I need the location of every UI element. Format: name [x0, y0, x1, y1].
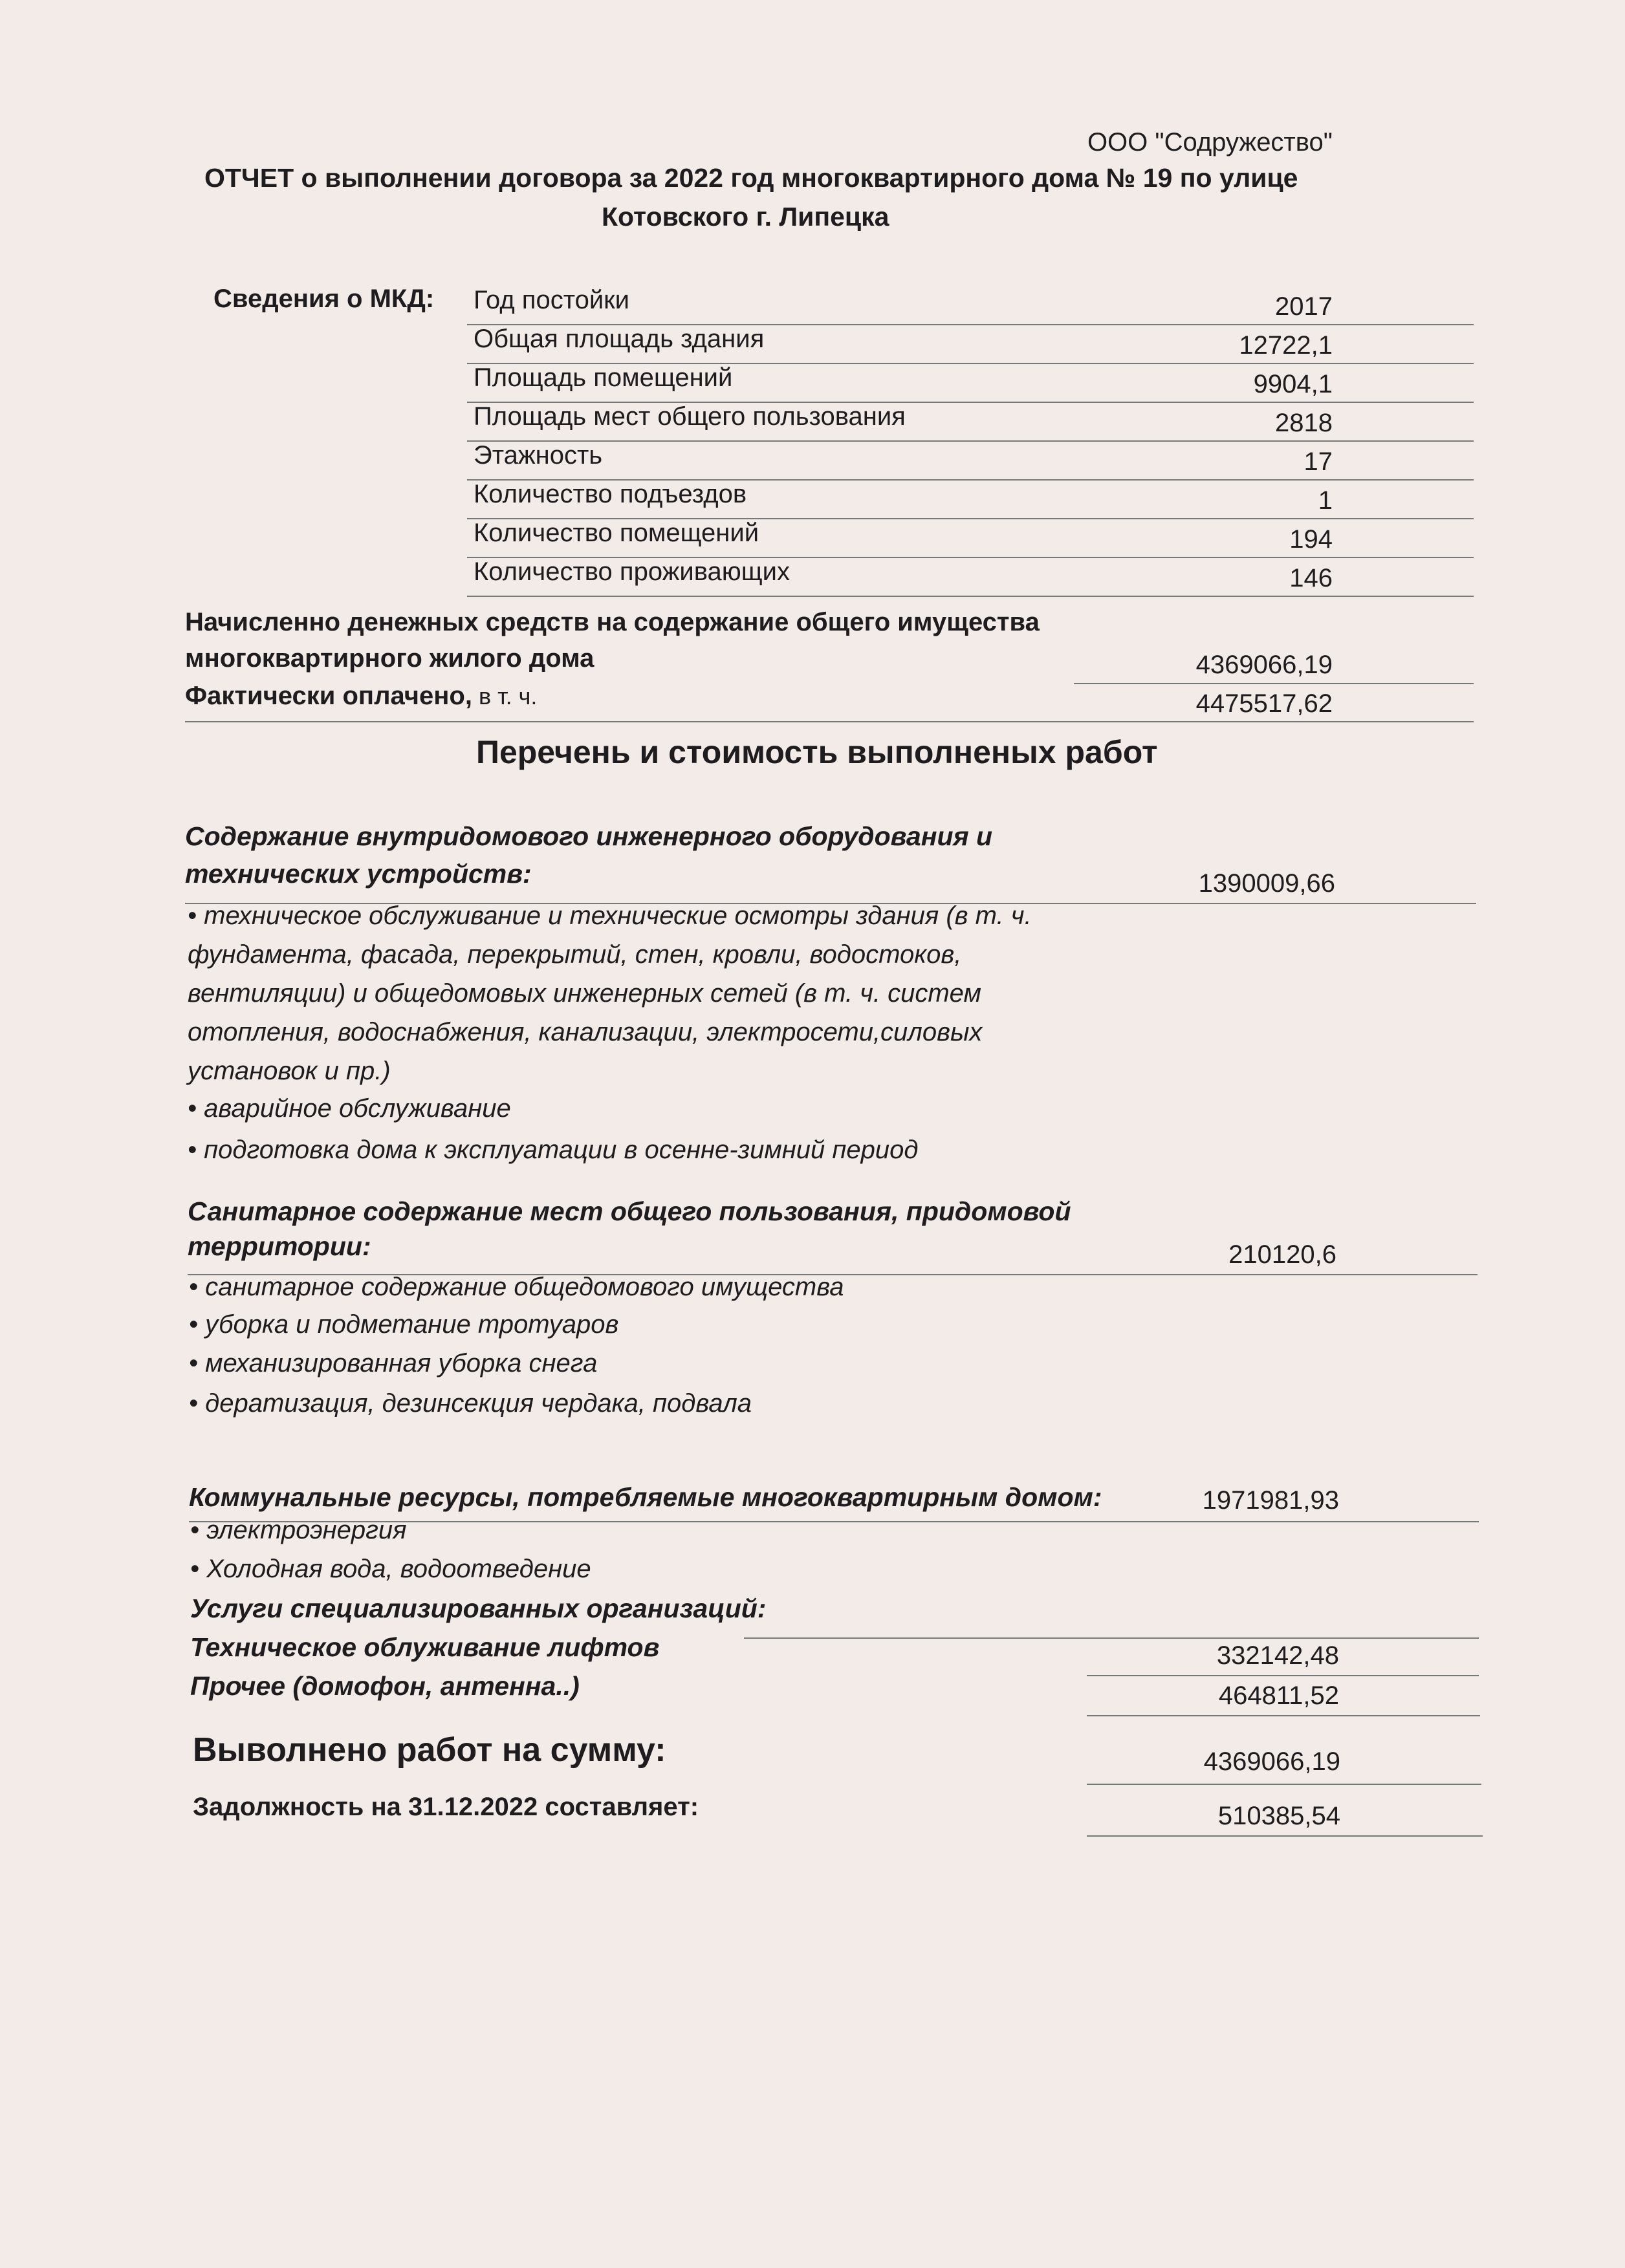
list-item: • санитарное содержание общедомового имущества: [189, 1273, 844, 1301]
mkd-row-label: Этажность: [474, 441, 603, 470]
works-heading: Перечень и стоимость выполненых работ: [476, 734, 1158, 770]
row-divider: [744, 1637, 1479, 1639]
list-item: • дератизация, дезинсекция чердака, подвала: [189, 1389, 752, 1418]
utilities-value: 1971981,93: [1202, 1486, 1339, 1515]
row-divider: [1087, 1784, 1481, 1785]
company-name: ООО "Содружество": [1087, 128, 1333, 157]
total-label: Выволнено работ на сумму:: [193, 1731, 666, 1769]
special-row-value: 332142,48: [1216, 1641, 1339, 1670]
mkd-row-value: 2017: [1275, 292, 1333, 321]
maintenance-value: 1390009,66: [1198, 869, 1335, 898]
sanitary-title-line1: Санитарное содержание мест общего пользования, придомовой: [188, 1196, 1071, 1226]
special-row-label: Техническое облуживание лифтов: [190, 1632, 660, 1662]
mkd-row-label: Площадь помещений: [474, 363, 733, 392]
list-item: фундамента, фасада, перекрытий, стен, кровли, водостоков,: [188, 940, 962, 969]
mkd-row-value: 9904,1: [1253, 370, 1333, 398]
mkd-row-value: 1: [1318, 486, 1333, 515]
row-divider: [1074, 683, 1474, 684]
mkd-row-value: 2818: [1275, 409, 1333, 437]
row-divider: [467, 440, 1474, 442]
paid-label: Фактически оплачено, в т. ч.: [185, 682, 538, 710]
sanitary-value: 210120,6: [1228, 1240, 1336, 1269]
row-divider: [185, 721, 1474, 722]
total-value: 4369066,19: [1203, 1747, 1340, 1776]
mkd-row-label: Общая площадь здания: [474, 325, 765, 353]
charged-label-line2: многоквартирного жилого дома: [185, 644, 594, 673]
list-item: • аварийное обслуживание: [188, 1094, 511, 1123]
debt-label: Задолжность на 31.12.2022 составляет:: [193, 1793, 699, 1821]
report-title-line2: Котовского г. Липецка: [602, 202, 889, 232]
list-item: • уборка и подметание тротуаров: [189, 1310, 619, 1339]
mkd-row-label: Количество помещений: [474, 519, 759, 547]
mkd-row-value: 12722,1: [1239, 331, 1333, 360]
special-row-value: 464811,52: [1218, 1681, 1339, 1710]
mkd-row-value: 17: [1303, 448, 1333, 476]
list-item: установок и пр.): [188, 1057, 391, 1085]
utilities-title: Коммунальные ресурсы, потребляемые многоквартирным домом:: [189, 1482, 1102, 1512]
mkd-row-value: 194: [1289, 525, 1333, 554]
maintenance-title-line1: Содержание внутридомового инженерного оборудования и: [185, 821, 993, 851]
list-item: • подготовка дома к эксплуатации в осенне-зимний период: [188, 1136, 919, 1164]
list-item: • механизированная уборка снега: [189, 1349, 598, 1377]
row-divider: [1087, 1835, 1483, 1837]
special-row-label: Прочее (домофон, антенна..): [190, 1671, 580, 1701]
mkd-row-value: 146: [1289, 564, 1333, 592]
debt-value: 510385,54: [1217, 1802, 1340, 1830]
report-title-line1: ОТЧЕТ о выполнении договора за 2022 год многоквартирного дома № 19 по улице: [204, 163, 1298, 193]
paid-value: 4475517,62: [1195, 689, 1333, 718]
mkd-row-label: Количество подъездов: [474, 480, 747, 508]
mkd-label: Сведения о МКД:: [213, 285, 435, 313]
row-divider: [467, 596, 1474, 597]
special-title: Услуги специализированных организаций:: [190, 1593, 767, 1623]
charged-value: 4369066,19: [1195, 651, 1333, 679]
row-divider: [1087, 1675, 1479, 1676]
list-item: • техническое обслуживание и технические осмотры здания (в т. ч.: [188, 902, 1032, 930]
mkd-row-label: Площадь мест общего пользования: [474, 402, 906, 431]
row-divider: [1087, 1715, 1480, 1716]
maintenance-title-line2: технических устройств:: [185, 859, 532, 889]
list-item: • электроэнергия: [190, 1516, 407, 1544]
list-item: • Холодная вода, водоотведение: [190, 1555, 591, 1583]
sanitary-title-line2: территории:: [188, 1231, 371, 1261]
mkd-row-label: Количество проживающих: [474, 557, 791, 586]
charged-label-line1: Начисленно денежных средств на содержание общего имущества: [185, 608, 1040, 636]
list-item: вентиляции) и общедомовых инженерных сетей (в т. ч. систем: [188, 979, 981, 1008]
list-item: отопления, водоснабжения, канализации, электросети,силовых: [188, 1018, 983, 1046]
mkd-row-label: Год постойки: [474, 286, 630, 314]
